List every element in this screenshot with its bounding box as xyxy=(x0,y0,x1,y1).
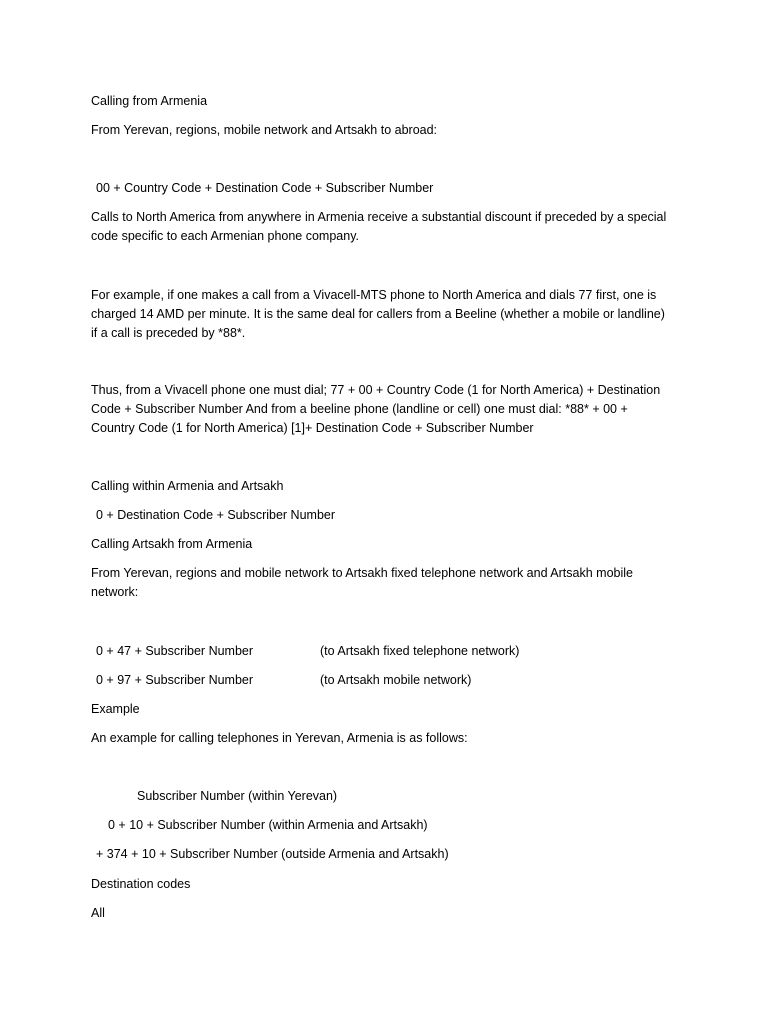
yerevan-example-within-armenia: 0 + 10 + Subscriber Number (within Armenia and Artsakh) xyxy=(108,818,428,832)
paragraph-line: Code + Subscriber Number And from a beeline phone (landline or cell) one must dial: *88* + 00 + xyxy=(91,402,628,416)
paragraph-line: Thus, from a Vivacell phone one must dial; 77 + 00 + Country Code (1 for North America) + Destination xyxy=(91,383,661,397)
paragraph-line: network: xyxy=(91,585,139,599)
heading-example: Example xyxy=(91,702,140,716)
yerevan-example-outside-armenia: + 374 + 10 + Subscriber Number (outside Armenia and Artsakh) xyxy=(96,847,449,861)
paragraph-line: code specific to each Armenian phone company. xyxy=(91,229,359,243)
all-label: All xyxy=(91,906,105,920)
heading-destination-codes: Destination codes xyxy=(91,877,191,891)
artsakh-fixed-note: (to Artsakh fixed telephone network) xyxy=(320,644,520,658)
heading-calling-from-armenia: Calling from Armenia xyxy=(91,94,208,108)
from-yerevan-abroad-text: From Yerevan, regions, mobile network and Artsakh to abroad: xyxy=(91,123,438,137)
paragraph-line: Calls to North America from anywhere in Armenia receive a substantial discount if preceded by a special xyxy=(91,210,667,224)
paragraph-line: Country Code (1 for North America) [1]+ Destination Code + Subscriber Number xyxy=(91,421,534,435)
example-intro-text: An example for calling telephones in Yerevan, Armenia is as follows: xyxy=(91,731,468,745)
yerevan-example-within-yerevan: Subscriber Number (within Yerevan) xyxy=(137,789,338,803)
heading-within-armenia: Calling within Armenia and Artsakh xyxy=(91,479,284,493)
artsakh-mobile-format: 0 + 97 + Subscriber Number xyxy=(96,673,254,687)
example-paragraph xyxy=(91,286,691,343)
paragraph-line: charged 14 AMD per minute. It is the same deal for callers from a Beeline (whether a mobile or landline) xyxy=(91,307,665,321)
paragraph-line: From Yerevan, regions and mobile network to Artsakh fixed telephone network and Artsakh mobile xyxy=(91,566,633,580)
paragraph-line: For example, if one makes a call from a Vivacell-MTS phone to North America and dials 77 first, one is xyxy=(91,288,657,302)
abroad-dial-format: 00 + Country Code + Destination Code + Subscriber Number xyxy=(96,181,434,195)
within-dial-format: 0 + Destination Code + Subscriber Number xyxy=(96,508,336,522)
artsakh-fixed-format: 0 + 47 + Subscriber Number xyxy=(96,644,254,658)
heading-artsakh-from-armenia: Calling Artsakh from Armenia xyxy=(91,537,253,551)
thus-paragraph xyxy=(91,381,691,438)
paragraph-line: if a call is preceded by *88*. xyxy=(91,326,246,340)
north-america-paragraph xyxy=(91,208,691,246)
artsakh-paragraph xyxy=(91,564,691,602)
artsakh-mobile-note: (to Artsakh mobile network) xyxy=(320,673,472,687)
